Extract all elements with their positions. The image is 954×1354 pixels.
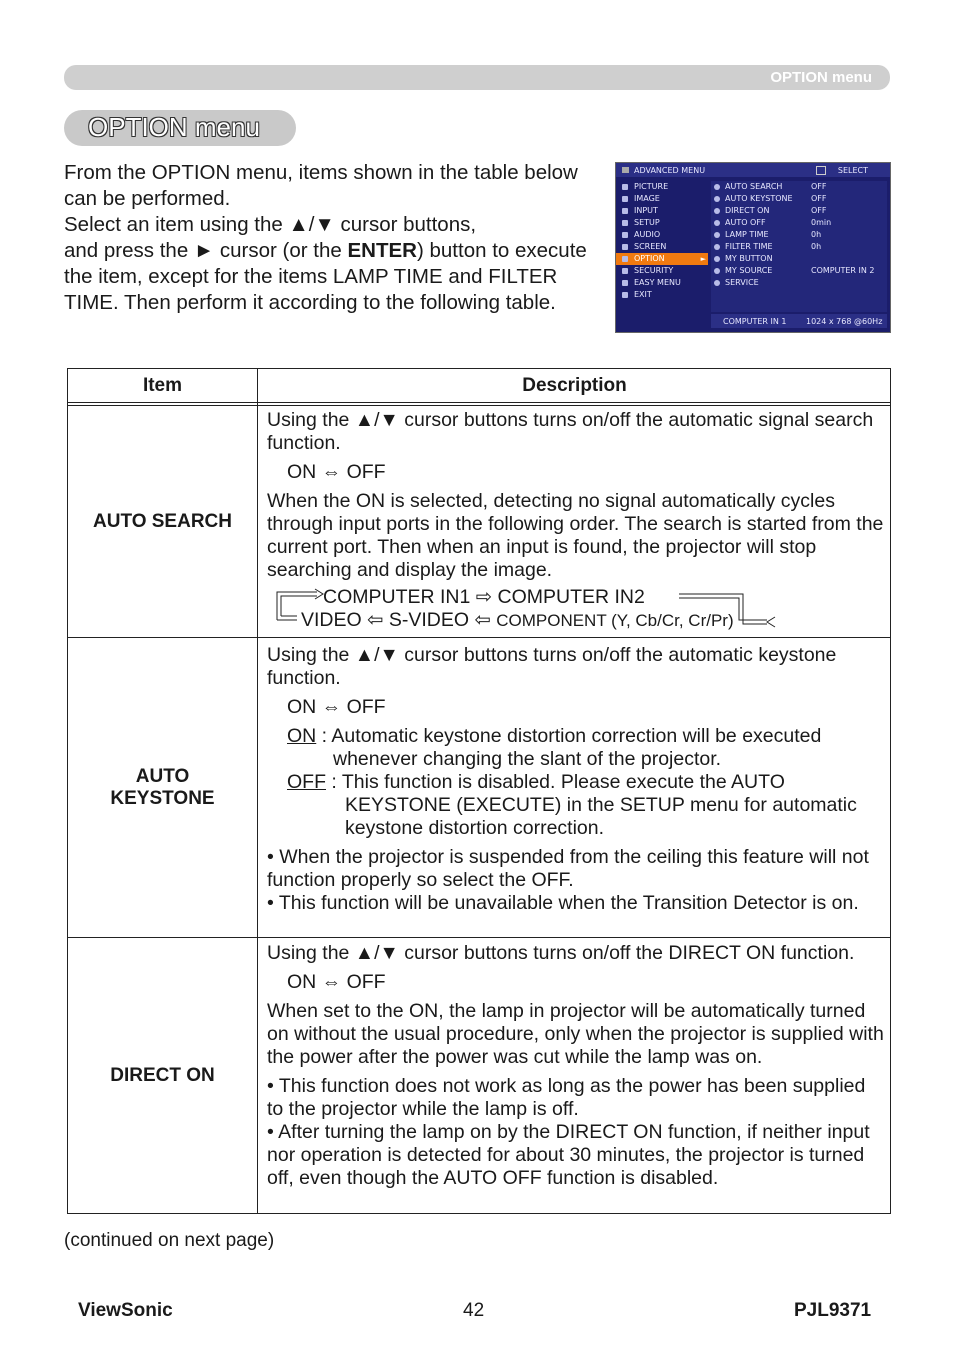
osd-right-row <box>711 217 887 229</box>
intro-line-2: Select an item using the ▲/▼ cursor buttons, <box>64 213 477 236</box>
osd-right-name: AUTO KEYSTONE <box>725 194 793 203</box>
intro-line-3-pre: and press the ► cursor (or the <box>64 239 348 262</box>
continued-note: (continued on next page) <box>64 1230 275 1251</box>
osd-right-row <box>711 265 887 277</box>
item-auto-keystone-l1: AUTO <box>135 765 190 787</box>
osd-left-item: SECURITY <box>616 265 708 277</box>
column-divider <box>257 369 258 1213</box>
osd-right-value: OFF <box>811 182 827 191</box>
auto-keystone-off <box>267 771 885 840</box>
osd-right-name: DIRECT ON <box>725 206 770 215</box>
osd-menu-screenshot <box>615 162 891 333</box>
header-description: Description <box>522 375 627 396</box>
auto-keystone-on <box>267 725 885 771</box>
osd-left-item: AUDIO <box>616 229 708 241</box>
item-auto-keystone <box>68 638 257 937</box>
intro-line-1: From the OPTION menu, items shown in the table below can be performed. <box>64 161 578 210</box>
on-label: ON <box>287 725 317 747</box>
osd-right-name: FILTER TIME <box>725 242 773 251</box>
osd-left-item: OPTION ► <box>616 253 708 265</box>
osd-left-item: EXIT <box>616 289 708 301</box>
osd-right-name: AUTO SEARCH <box>725 182 783 191</box>
osd-right-name: LAMP TIME <box>725 230 769 239</box>
osd-right-value: OFF <box>811 194 827 203</box>
osd-left-item: INPUT <box>616 205 708 217</box>
menu-icon <box>622 167 629 173</box>
direct-on-intro: Using the ▲/▼ cursor buttons turns on/off the DIRECT ON function. <box>267 942 855 964</box>
osd-right-value: 0min <box>811 218 832 227</box>
osd-left-item: SETUP <box>616 217 708 229</box>
auto-keystone-toggle: ON ⇔ OFF <box>287 696 386 718</box>
osd-right-row <box>711 277 887 289</box>
osd-select: SELECT <box>837 166 868 175</box>
header-item: Item <box>142 374 183 396</box>
cycle-line-2-b: COMPONENT (Y, Cb/Cr, Cr/Pr) <box>496 611 734 630</box>
osd-right-menu <box>711 181 887 312</box>
osd-left-item: PICTURE <box>616 181 708 193</box>
item-direct-on: DIRECT ON <box>110 1065 215 1086</box>
auto-keystone-note-2: • This function will be unavailable when the Transition Detector is on. <box>267 892 859 914</box>
desc-direct-on <box>267 942 885 1190</box>
osd-left-menu <box>616 181 708 301</box>
osd-right-row <box>711 253 887 265</box>
enter-key-label: ENTER <box>347 239 417 262</box>
cycle-line-1: COMPUTER IN1 ⇨ COMPUTER IN2 <box>323 586 645 608</box>
footer-model: PJL9371 <box>794 1300 872 1321</box>
osd-right-name: MY SOURCE <box>725 266 773 275</box>
page-title: OPTION menu <box>88 112 260 142</box>
on-text: : Automatic keystone distortion correction will be executed whenever changing the slant of the projector. <box>316 725 822 770</box>
item-auto-search: AUTO SEARCH <box>93 510 232 532</box>
select-icon <box>816 166 826 175</box>
direct-on-detail: When set to the ON, the lamp in projector will be automatically turned on without the usual procedure, only when the projector is supplied with the power after the power was cut while the lamp was on. <box>267 1000 884 1068</box>
osd-left-item: SCREEN <box>616 241 708 253</box>
direct-on-note-1: • This function does not work as long as the power has been supplied to the projector while the lamp is off. <box>267 1075 866 1120</box>
osd-title: ADVANCED MENU <box>634 166 706 175</box>
page-number: 42 <box>463 1300 485 1321</box>
auto-search-detail: When the ON is selected, detecting no signal automatically cycles through input ports in the following order. The search is started from the current port. Then when an input is found, the projector will stop searching and display the image. <box>267 490 884 581</box>
off-label: OFF <box>287 771 326 793</box>
osd-right-name: AUTO OFF <box>725 218 766 227</box>
osd-status-bar <box>711 314 887 328</box>
input-cycle-diagram <box>267 586 885 632</box>
osd-right-value: 0h <box>811 242 822 251</box>
direct-on-toggle: ON ⇔ OFF <box>287 971 386 993</box>
option-table <box>67 368 891 1214</box>
osd-right-row <box>711 193 887 205</box>
osd-right-row <box>711 205 887 217</box>
osd-right-row <box>711 241 887 253</box>
osd-right-row <box>711 181 887 193</box>
auto-search-intro: Using the ▲/▼ cursor buttons turns on/off the automatic signal search function. <box>267 409 874 454</box>
osd-right-row <box>711 229 887 241</box>
osd-left-item: IMAGE <box>616 193 708 205</box>
desc-auto-search <box>267 409 885 632</box>
auto-keystone-intro: Using the ▲/▼ cursor buttons turns on/off the automatic keystone function. <box>267 644 837 689</box>
osd-status-input: COMPUTER IN 1 <box>723 317 787 326</box>
osd-title-bar <box>616 163 890 177</box>
cycle-line-2-a: VIDEO ⇦ S-VIDEO ⇦ <box>301 609 497 631</box>
auto-search-toggle: ON ⇔ OFF <box>287 461 386 483</box>
page-title-pill <box>64 110 296 146</box>
osd-right-value: 0h <box>811 230 822 239</box>
intro-line-3 <box>64 238 604 316</box>
direct-on-note-2: • After turning the lamp on by the DIRECT ON function, if neither input nor operation is detected for about 30 minutes, the projector is turned off, even though the AUTO OFF function is disabled. <box>267 1121 870 1189</box>
section-header-label: OPTION menu <box>770 69 872 86</box>
osd-right-value: OFF <box>811 206 827 215</box>
osd-right-name: MY BUTTON <box>725 254 773 263</box>
cycle-line-2 <box>301 609 734 632</box>
osd-left-item: EASY MENU <box>616 277 708 289</box>
item-auto-keystone-l2: KEYSTONE <box>110 787 215 809</box>
auto-keystone-note-1: • When the projector is suspended from the ceiling this feature will not function properly so select the OFF. <box>267 846 869 891</box>
off-text: : This function is disabled. Please execute the AUTO KEYSTONE (EXECUTE) in the SETUP menu for automatic keystone distortion correction. <box>326 771 857 839</box>
osd-right-value: COMPUTER IN 2 <box>811 266 875 275</box>
intro-line-3-post: ) button to execute the item, except for the items LAMP TIME and FILTER TIME. Then perform it according to the following table. <box>64 239 587 314</box>
desc-auto-keystone <box>267 644 885 915</box>
section-header-bar <box>64 65 890 90</box>
intro-text <box>64 160 604 316</box>
footer-brand: ViewSonic <box>78 1300 173 1321</box>
osd-right-name: SERVICE <box>725 278 759 287</box>
osd-status-signal: 1024 x 768 @60Hz <box>806 317 883 326</box>
